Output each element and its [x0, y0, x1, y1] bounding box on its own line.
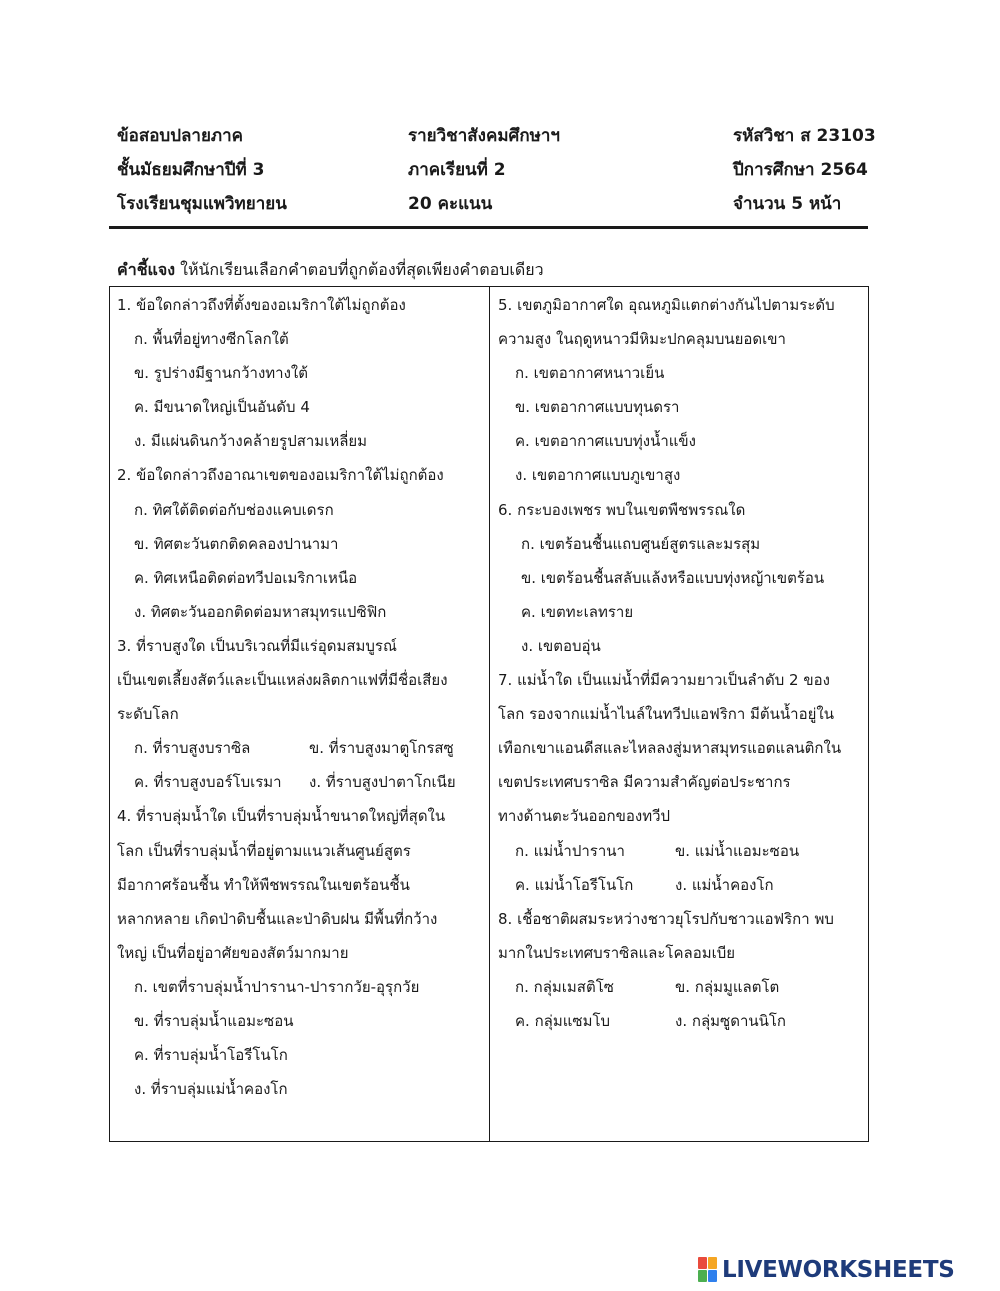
answer-option: ข. กลุ่มมูแลตโต	[675, 977, 780, 996]
instructions-label: คำชี้แจง	[117, 260, 176, 279]
answer-option: ง. มีแผ่นดินกว้างคล้ายรูปสามเหลี่ยม	[134, 432, 368, 451]
answer-option: ข. แม่น้ำแอมะซอน	[675, 841, 800, 860]
answer-option: ก. แม่น้ำปารานา	[515, 841, 625, 860]
answer-option: ข. ที่ราบสูงมาตูโกรสซู	[309, 739, 454, 758]
answer-option: ก. ที่ราบสูงบราซิล	[134, 739, 251, 758]
answer-option: ข. รูปร่างมีฐานกว้างทางใต้	[134, 364, 308, 383]
question-text-continued: ความสูง ในฤดูหนาวมีหิมะปกคลุมบนยอดเขา	[498, 330, 786, 349]
question-text-continued: ระดับโลก	[117, 705, 179, 724]
subject-code: รหัสวิชา ส 23103	[733, 126, 876, 146]
question-text-continued: เทือกเขาแอนดีสและไหลลงสู่มหาสมุทรแอตแลนติกใน	[498, 739, 842, 758]
question-text-continued: เป็นเขตเลี้ยงสัตว์และเป็นแหล่งผลิตกาแฟที่มีชื่อเสียง	[117, 671, 448, 690]
question-text-continued: ใหญ่ เป็นที่อยู่อาศัยของสัตว์มากมาย	[117, 943, 349, 962]
instructions-text: ให้นักเรียนเลือกคำตอบที่ถูกต้องที่สุดเพียงคำตอบเดียว	[175, 260, 544, 279]
answer-option: ง. ที่ราบลุ่มแม่น้ำคองโก	[134, 1080, 288, 1099]
question-text-continued: หลากหลาย เกิดป่าดิบชื้นและป่าดิบฝน มีพื้นที่กว้าง	[117, 909, 438, 928]
answer-option-pair	[117, 731, 485, 765]
answer-option-pair	[498, 868, 864, 902]
subject-name: รายวิชาสังคมศึกษาฯ	[408, 126, 560, 146]
semester: ภาคเรียนที่ 2	[408, 160, 506, 180]
column-divider	[489, 286, 490, 1142]
header-row	[0, 190, 1000, 224]
answer-option: ค. กลุ่มแซมโบ	[515, 1011, 611, 1030]
answer-option: ง. กลุ่มซูดานนิโก	[675, 1011, 787, 1030]
answer-option: ก. พื้นที่อยู่ทางซีกโลกใต้	[134, 330, 289, 349]
answer-option: ข. ทิศตะวันตกติดคลองปานามา	[134, 534, 339, 553]
question-text: 7. แม่น้ำใด เป็นแม่น้ำที่มีความยาวเป็นลำดับ 2 ของ	[498, 671, 830, 690]
answer-option-pair	[498, 1004, 864, 1038]
answer-option: ง. เขตอากาศแบบภูเขาสูง	[515, 466, 681, 485]
question-text: 6. กระบองเพชร พบในเขตพืชพรรณใด	[498, 500, 746, 519]
question-text: 8. เชื้อชาติผสมระหว่างชาวยุโรปกับชาวแอฟริกา พบ	[498, 909, 834, 928]
instructions	[117, 258, 544, 283]
answer-option: ก. กลุ่มเมสติโซ	[515, 977, 614, 996]
answer-option: ค. ที่ราบลุ่มน้ำโอรีโนโก	[134, 1046, 288, 1065]
left-question-column	[117, 288, 485, 1106]
answer-option: ค. เขตทะเลทราย	[521, 602, 634, 621]
answer-option: ข. เขตอากาศแบบทุนดรา	[515, 398, 680, 417]
answer-option: ง. แม่น้ำคองโก	[675, 875, 774, 894]
answer-option: ค. แม่น้ำโอรีโนโก	[515, 875, 634, 894]
question-text-continued: ทางด้านตะวันออกของทวีป	[498, 807, 671, 826]
answer-option: ง. ที่ราบสูงปาตาโกเนีย	[309, 773, 456, 792]
answer-option: ค. ทิศเหนือติดต่อทวีปอเมริกาเหนือ	[134, 568, 358, 587]
answer-option: ง. เขตอบอุ่น	[521, 636, 601, 655]
header-row	[0, 122, 1000, 156]
answer-option: ก. ทิศใต้ติดต่อกับช่องแคบเดรก	[134, 500, 334, 519]
answer-option: ก. เขตที่ราบลุ่มน้ำปารานา-ปารากวัย-อุรุกวัย	[134, 977, 420, 996]
answer-option: ก. เขตร้อนชื้นแถบศูนย์สูตรและมรสุม	[521, 534, 761, 553]
answer-option: ก. เขตอากาศหนาวเย็น	[515, 364, 665, 383]
right-question-column	[498, 288, 864, 1038]
total-score: 20 คะแนน	[408, 194, 493, 214]
question-text: 2. ข้อใดกล่าวถึงอาณาเขตของอเมริกาใต้ไม่ถูกต้อง	[117, 466, 444, 485]
liveworksheets-logo	[698, 1253, 954, 1287]
question-text: 3. ที่ราบสูงใด เป็นบริเวณที่มีแร่อุดมสมบูรณ์	[117, 636, 397, 655]
question-text-continued: เขตประเทศบราซิล มีความสำคัญต่อประชากร	[498, 773, 791, 792]
answer-option: ค. มีขนาดใหญ่เป็นอันดับ 4	[134, 398, 310, 417]
answer-option: ข. เขตร้อนชื้นสลับแล้งหรือแบบทุ่งหญ้าเขตร้อน	[521, 568, 825, 587]
academic-year: ปีการศึกษา 2564	[733, 160, 868, 180]
answer-option: ง. ทิศตะวันออกติดต่อมหาสมุทรแปซิฟิก	[134, 602, 387, 621]
question-text: 1. ข้อใดกล่าวถึงที่ตั้งของอเมริกาใต้ไม่ถูกต้อง	[117, 296, 406, 314]
question-text: 4. ที่ราบลุ่มน้ำใด เป็นที่ราบลุ่มน้ำขนาดใหญ่ที่สุดใน	[117, 807, 446, 826]
page-count: จำนวน 5 หน้า	[733, 194, 842, 214]
question-text-continued: โลก เป็นที่ราบลุ่มน้ำที่อยู่ตามแนวเส้นศูนย์สูตร	[117, 841, 411, 860]
school-name: โรงเรียนชุมแพวิทยายน	[117, 194, 287, 214]
header-row	[0, 156, 1000, 190]
answer-option-pair	[498, 834, 864, 868]
question-text-continued: มากในประเทศบราซิลและโคลอมเบีย	[498, 943, 736, 962]
answer-option: ค. ที่ราบสูงบอร์โบเรมา	[134, 773, 282, 792]
question-text-continued: โลก รองจากแม่น้ำไนล์ในทวีปแอฟริกา มีต้นน้ำอยู่ใน	[498, 705, 834, 724]
question-text-continued: มีอากาศร้อนชื้น ทำให้พืชพรรณในเขตร้อนชื้น	[117, 875, 410, 894]
grade-level: ชั้นมัธยมศึกษาปีที่ 3	[117, 160, 265, 180]
logo-text: LIVEWORKSHEETS	[722, 1257, 955, 1283]
answer-option: ค. เขตอากาศแบบทุ่งน้ำแข็ง	[515, 432, 696, 451]
question-text: 5. เขตภูมิอากาศใด อุณหภูมิแตกต่างกันไปตามระดับ	[498, 296, 835, 314]
logo-mark-icon	[698, 1257, 718, 1283]
answer-option-pair	[498, 970, 864, 1004]
answer-option-pair	[117, 765, 485, 799]
exam-type: ข้อสอบปลายภาค	[117, 126, 244, 146]
answer-option: ข. ที่ราบลุ่มน้ำแอมะซอน	[134, 1011, 294, 1030]
header-divider	[109, 226, 868, 229]
